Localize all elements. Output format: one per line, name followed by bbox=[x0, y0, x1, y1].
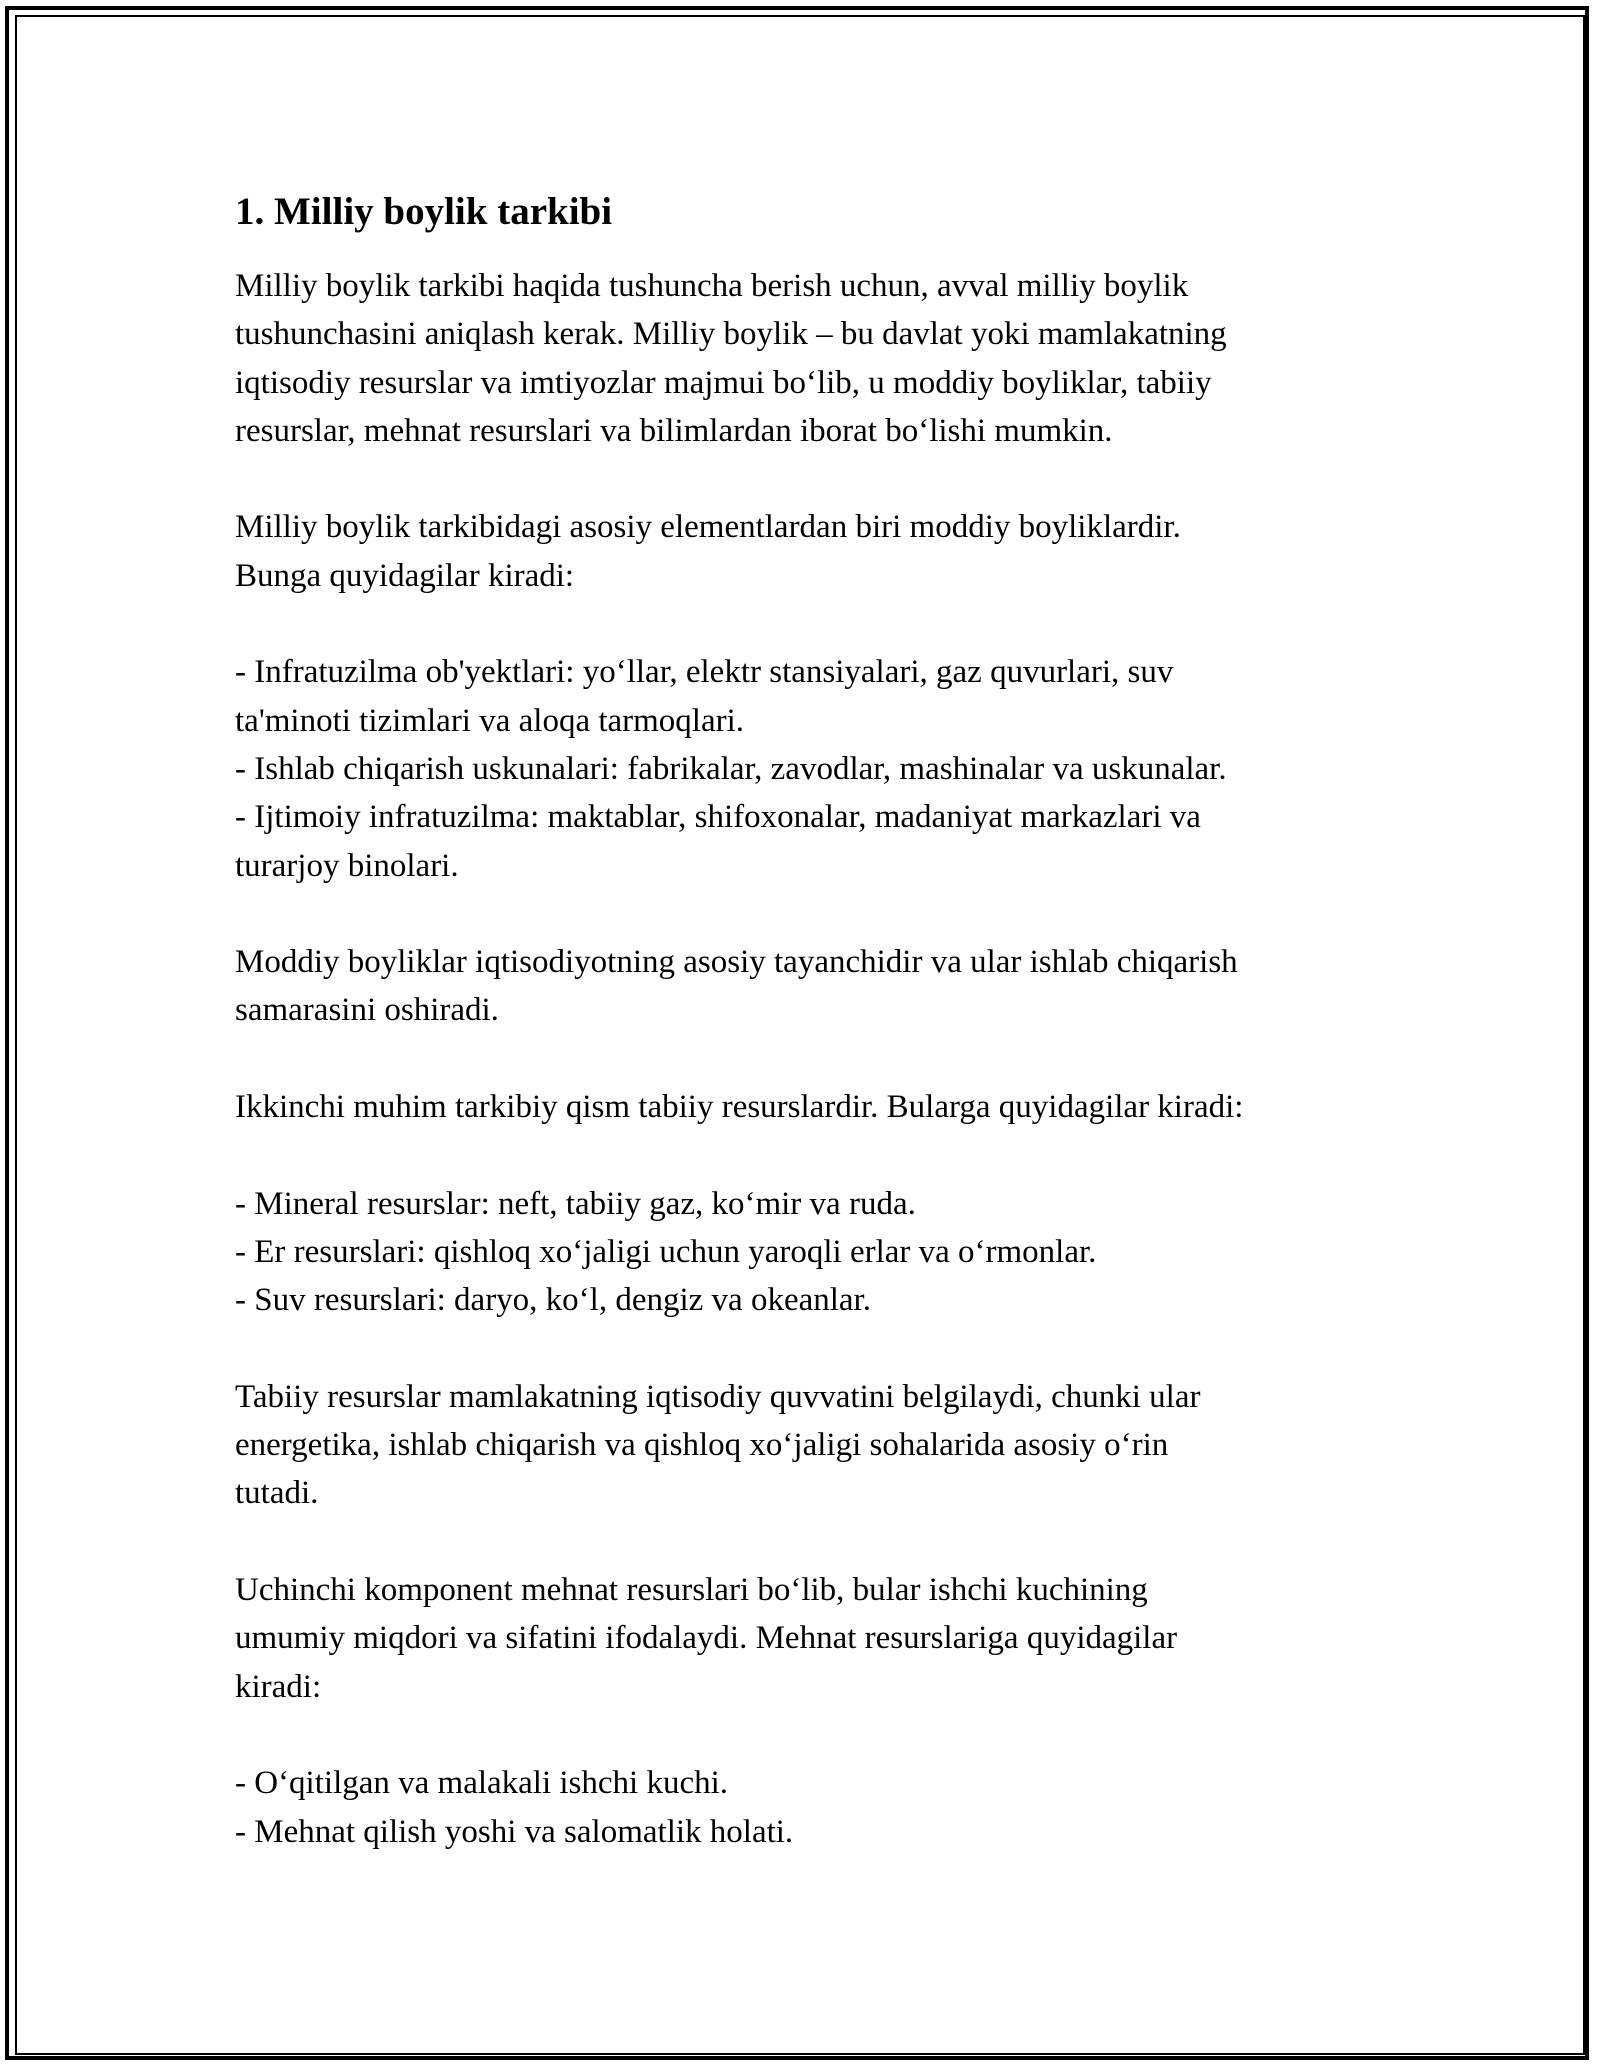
blank-line bbox=[235, 1518, 1385, 1566]
paragraph-labor-resources: Uchinchi komponent mehnat resurslari bo‘lib, bular ishchi kuchining umumiy miqdori va sifatini ifodalaydi. Mehnat resurslariga quyidagilar kiradi: bbox=[235, 1572, 1178, 1705]
paragraph-natural-summary: Tabiiy resurslar mamlakatning iqtisodiy quvvatini belgilaydi, chunki ular energetika, ishlab chiqarish va qishloq xo‘jaligi sohalarida asosiy o‘rin tutadi. bbox=[235, 1378, 1201, 1512]
paragraph-material-summary: Moddiy boyliklar iqtisodiyotning asosiy tayanchidir va ular ishlab chiqarish samarasini oshiradi. bbox=[235, 944, 1238, 1029]
blank-line bbox=[235, 455, 1385, 503]
blank-line bbox=[235, 1325, 1385, 1373]
paragraph-natural-resources: Ikkinchi muhim tarkibiy qism tabiiy resurslardir. Bularga quyidagilar kiradi: bbox=[235, 1089, 1244, 1126]
document-body bbox=[235, 188, 1385, 1856]
list-natural-resources: - Mineral resurslar: neft, tabiiy gaz, ko‘mir va ruda. - Er resurslari: qishloq xo‘jaligi uchun yaroqli erlar va o‘rmonlar. - Suv resurslari: daryo, ko‘l, dengiz va okeanlar. bbox=[235, 1185, 1097, 1319]
section-heading: 1. Milliy boylik tarkibi bbox=[235, 190, 613, 233]
paragraph-material-wealth: Milliy boylik tarkibidagi asosiy elementlardan biri moddiy boyliklardir. Bunga quyidagilar kiradi: bbox=[235, 509, 1181, 594]
blank-line bbox=[235, 1711, 1385, 1759]
blank-line bbox=[235, 1035, 1385, 1083]
blank-line bbox=[235, 890, 1385, 938]
list-labor-resources: - O‘qitilgan va malakali ishchi kuchi. - Mehnat qilish yoshi va salomatlik holati. bbox=[235, 1765, 794, 1850]
blank-line bbox=[235, 600, 1385, 648]
blank-line bbox=[235, 1131, 1385, 1179]
list-material-wealth: - Infratuzilma ob'yektlari: yo‘llar, elektr stansiyalari, gaz quvurlari, suv ta'minoti tizimlari va aloqa tarmoqlari. - Ishlab chiqarish uskunalari: fabrikalar, zavodlar, mashinalar va uskunalar. - Ijtimoiy infratuzilma: maktablar, shifoxonalar, madaniyat markazlari va turarjoy binolari. bbox=[235, 654, 1227, 884]
paragraph-intro: Milliy boylik tarkibi haqida tushuncha berish uchun, avval milliy boylik tushunchasini aniqlash kerak. Milliy boylik – bu davlat yoki mamlakatning iqtisodiy resurslar va imtiyozlar majmui bo‘lib, u moddiy boyliklar, tabiiy resurslar, mehnat resurslari va bilimlardan iborat bo‘lishi mumkin. bbox=[235, 268, 1227, 449]
